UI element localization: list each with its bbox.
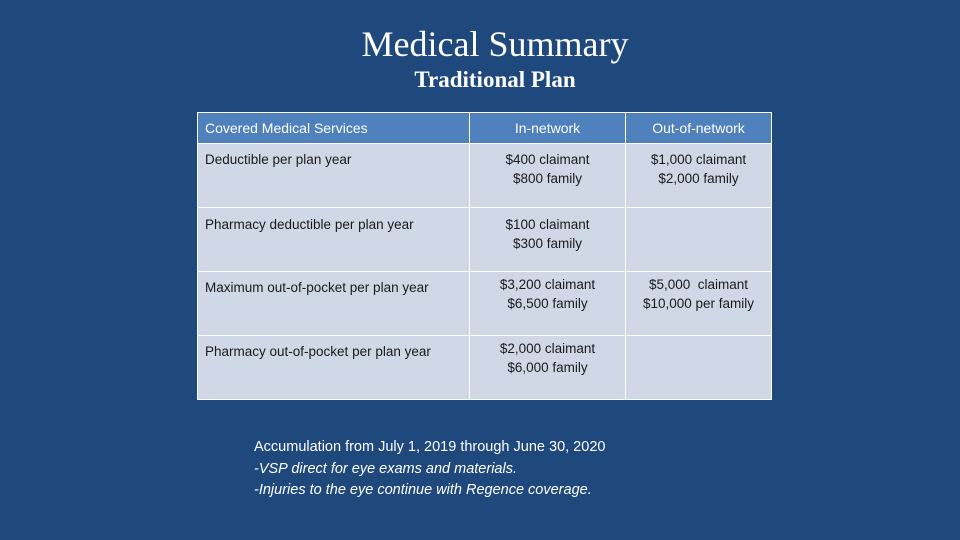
in-network-family: $6,000 family (507, 360, 588, 375)
in-network-cell (470, 336, 626, 400)
injuries-note: -Injuries to the eye continue with Regence coverage. (254, 482, 592, 498)
header-out-of-network: Out-of-network (626, 113, 772, 144)
in-network-cell (470, 272, 626, 336)
in-network-family: $6,500 family (507, 296, 588, 311)
in-network-claimant: $2,000 claimant (499, 341, 596, 356)
in-network-claimant: $3,200 claimant (499, 277, 596, 292)
header-covered-services: Covered Medical Services (198, 113, 470, 144)
slide-title: Medical Summary (361, 24, 629, 64)
vsp-note: -VSP direct for eye exams and materials. (254, 460, 517, 477)
out-network-claimant: $1,000 claimant (650, 152, 747, 167)
in-network-cell (470, 144, 626, 208)
service-label: Pharmacy deductible per plan year (205, 217, 414, 232)
in-network-claimant: $400 claimant (505, 152, 590, 167)
out-network-family: $10,000 per family (642, 296, 755, 311)
out-network-cell (626, 144, 772, 208)
notes-block (254, 437, 605, 502)
medical-summary-table (197, 112, 772, 400)
table-header-row (198, 113, 772, 144)
service-label: Deductible per plan year (205, 152, 352, 167)
out-network-cell (626, 336, 772, 400)
out-network-cell (626, 272, 772, 336)
service-label: Pharmacy out-of-pocket per plan year (205, 344, 431, 359)
service-cell (198, 144, 470, 208)
in-network-family: $300 family (512, 236, 583, 251)
table-row (198, 272, 772, 336)
in-network-cell (470, 208, 626, 272)
table-row (198, 144, 772, 208)
in-network-claimant: $100 claimant (505, 217, 590, 232)
out-network-claimant: $5,000 claimant (648, 277, 749, 292)
service-cell (198, 336, 470, 400)
out-network-cell (626, 208, 772, 272)
table-row (198, 336, 772, 400)
service-cell (198, 208, 470, 272)
accumulation-note: Accumulation from July 1, 2019 through June 30, 2020 (254, 439, 606, 455)
slide-subtitle: Traditional Plan (414, 67, 576, 92)
header-in-network: In-network (470, 113, 626, 144)
in-network-family: $800 family (512, 171, 583, 186)
table-row (198, 208, 772, 272)
service-label: Maximum out-of-pocket per plan year (205, 280, 429, 295)
out-network-family: $2,000 family (658, 171, 739, 186)
service-cell (198, 272, 470, 336)
